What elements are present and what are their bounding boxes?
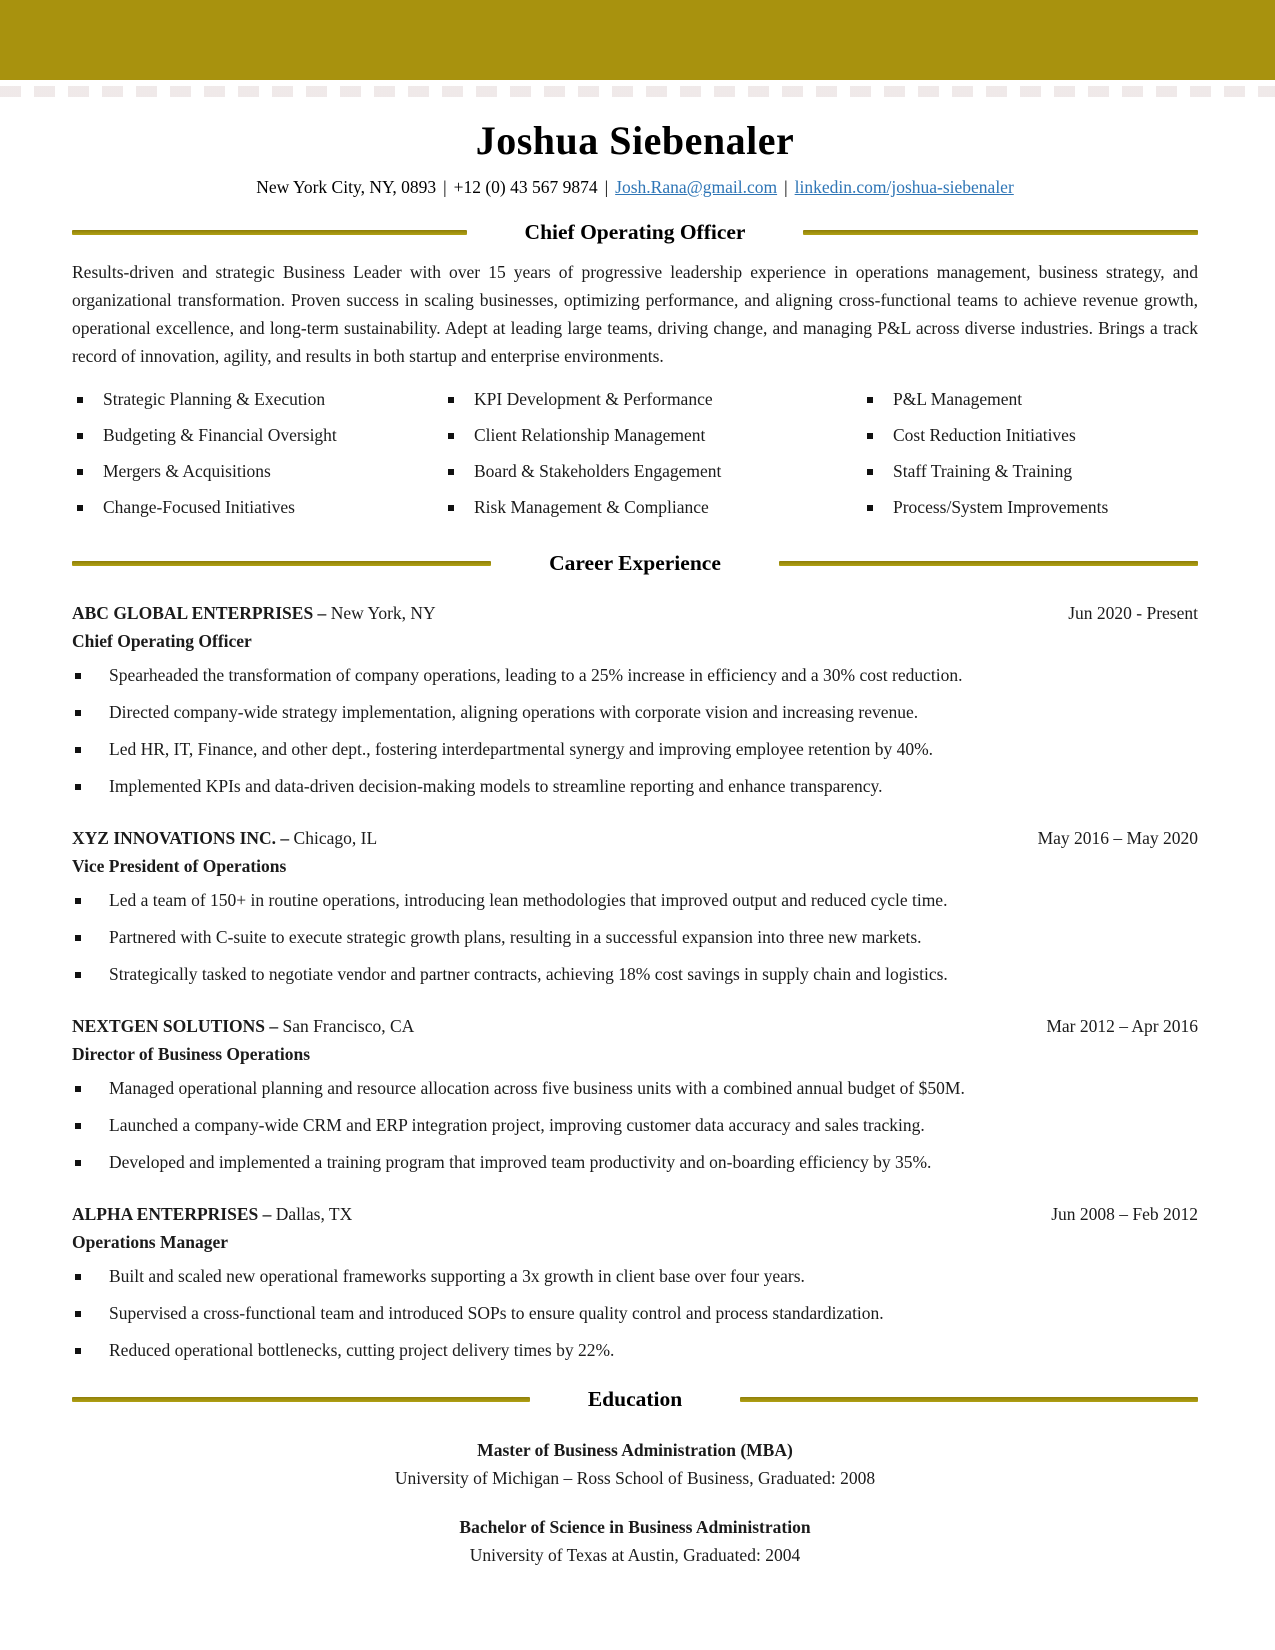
- education-heading: [72, 1387, 1198, 1412]
- company-name: ALPHA ENTERPRISES –: [72, 1204, 272, 1224]
- page-title: Joshua Siebenaler: [475, 118, 795, 163]
- job-bullet-text: Launched a company-wide CRM and ERP integration project, improving customer data accuracy and sales tracking.: [109, 1115, 925, 1135]
- skill-label: KPI Development & Performance: [474, 389, 713, 409]
- professional-title: Chief Operating Officer: [524, 220, 746, 244]
- job-bullet-text: Developed and implemented a training program that improved team productivity and on-boarding efficiency by 35%.: [109, 1152, 932, 1172]
- decorative-dash-strip: [0, 86, 1275, 97]
- skill-label: Budgeting & Financial Oversight: [103, 425, 337, 445]
- company-name: NEXTGEN SOLUTIONS –: [72, 1016, 279, 1036]
- skill-label: Process/System Improvements: [893, 497, 1109, 517]
- job-bullet: [72, 923, 1198, 952]
- degree-name: Master of Business Administration (MBA): [477, 1440, 793, 1460]
- contact-separator: |: [784, 177, 788, 197]
- bullet-square-icon: [75, 1123, 81, 1129]
- resume-content: [0, 117, 1275, 1566]
- career-experience-heading: [72, 551, 1198, 576]
- job-bullet-text: Led a team of 150+ in routine operations, introducing lean methodologies that improved output and reduced cycle time.: [109, 890, 948, 910]
- job-bullet: [72, 1074, 1198, 1103]
- job-bullet: [72, 960, 1198, 989]
- job-bullet: [72, 1262, 1198, 1291]
- skill-item: [72, 421, 443, 450]
- skill-item: [72, 457, 443, 486]
- job-bullet-list: [72, 661, 1198, 801]
- bullet-square-icon: [77, 397, 83, 403]
- job-entry: [72, 828, 1198, 989]
- bullet-square-icon: [867, 469, 873, 475]
- bullet-square-icon: [75, 898, 81, 904]
- skill-label: Strategic Planning & Execution: [103, 389, 326, 409]
- skill-item: [443, 385, 862, 414]
- bullet-square-icon: [75, 1348, 81, 1354]
- job-title: Operations Manager: [72, 1232, 229, 1252]
- bullet-square-icon: [75, 710, 81, 716]
- bullet-square-icon: [448, 505, 454, 511]
- contact-separator: |: [604, 177, 609, 197]
- job-entry: [72, 1204, 1198, 1365]
- bullet-square-icon: [75, 1160, 81, 1166]
- bullet-square-icon: [75, 935, 81, 941]
- job-bullet: [72, 735, 1198, 764]
- summary-paragraph: Results-driven and strategic Business Leader with over 15 years of progressive leadership experience in operations management, business strategy, and organizational transformation. Proven success in scaling businesses, optimizing performance, and aligning cross-functional teams to achieve revenue growth, operational excellence, and long-term sustainability. Adept at leading large teams, driving change, and managing P&L across diverse industries. Brings a track record of innovation, agility, and results in both startup and enterprise environments.: [72, 262, 1198, 366]
- job-bullet: [72, 886, 1198, 915]
- bullet-square-icon: [77, 505, 83, 511]
- company-location: San Francisco, CA: [282, 1016, 415, 1036]
- bullet-square-icon: [75, 1086, 81, 1092]
- job-title: Chief Operating Officer: [72, 631, 252, 651]
- heading-rule-left: [72, 1397, 530, 1402]
- job-bullet: [72, 661, 1198, 690]
- heading-rule-right: [803, 230, 1198, 235]
- job-bullet: [72, 698, 1198, 727]
- skill-item: [72, 493, 443, 522]
- job-bullet-text: Spearheaded the transformation of company operations, leading to a 25% increase in efficiency and a 30% cost reduction.: [109, 665, 963, 685]
- job-header: [72, 1204, 1198, 1225]
- professional-title-heading: [72, 220, 1198, 245]
- bullet-square-icon: [75, 673, 81, 679]
- email-link[interactable]: Josh.Rana@gmail.com: [615, 177, 778, 197]
- bullet-square-icon: [77, 469, 83, 475]
- education-entry: [72, 1517, 1198, 1566]
- job-bullet: [72, 1111, 1198, 1140]
- skill-label: Mergers & Acquisitions: [103, 461, 271, 481]
- skill-label: Change-Focused Initiatives: [103, 497, 295, 517]
- bullet-square-icon: [448, 469, 454, 475]
- heading-rule-left: [72, 561, 491, 566]
- bullet-square-icon: [75, 784, 81, 790]
- skills-column-2: [443, 385, 862, 529]
- bullet-square-icon: [448, 433, 454, 439]
- company-name: ABC GLOBAL ENTERPRISES –: [72, 603, 327, 623]
- bullet-square-icon: [75, 1311, 81, 1317]
- skill-label: Risk Management & Compliance: [474, 497, 709, 517]
- job-bullet-text: Partnered with C-suite to execute strategic growth plans, resulting in a successful expansion into three new markets.: [109, 927, 922, 947]
- job-dates: Jun 2020 - Present: [1068, 603, 1198, 623]
- skill-item: [72, 385, 443, 414]
- job-title: Director of Business Operations: [72, 1044, 311, 1064]
- bullet-square-icon: [867, 505, 873, 511]
- contact-location: New York City, NY, 0893: [256, 177, 437, 197]
- job-company-line: [72, 828, 377, 849]
- skill-item: [862, 421, 1198, 450]
- degree-name: Bachelor of Science in Business Administration: [459, 1517, 811, 1537]
- skill-item: [443, 493, 862, 522]
- school-line: University of Texas at Austin, Graduated: 2004: [469, 1545, 801, 1565]
- job-company-line: [72, 1016, 414, 1037]
- job-dates: Jun 2008 – Feb 2012: [1051, 1204, 1198, 1224]
- bullet-square-icon: [448, 397, 454, 403]
- heading-rule-right: [740, 1397, 1198, 1402]
- skill-label: Client Relationship Management: [474, 425, 706, 445]
- company-location: Dallas, TX: [275, 1204, 353, 1224]
- skill-label: Staff Training & Training: [893, 461, 1073, 481]
- skill-label: Cost Reduction Initiatives: [893, 425, 1076, 445]
- job-bullet-text: Managed operational planning and resource allocation across five business units with a combined annual budget of $50M.: [109, 1078, 965, 1098]
- skill-item: [862, 457, 1198, 486]
- company-location: New York, NY: [330, 603, 436, 623]
- job-title: Vice President of Operations: [72, 856, 287, 876]
- job-bullet-text: Implemented KPIs and data-driven decision-making models to streamline reporting and enhance transparency.: [109, 776, 883, 796]
- skill-item: [443, 457, 862, 486]
- job-dates: May 2016 – May 2020: [1037, 828, 1198, 848]
- contact-separator: |: [443, 177, 447, 197]
- job-bullet: [72, 1148, 1198, 1177]
- education-entry: [72, 1440, 1198, 1489]
- skill-label: P&L Management: [893, 389, 1023, 409]
- contact-line: [72, 177, 1198, 198]
- job-company-line: [72, 603, 436, 624]
- job-bullet-text: Reduced operational bottlenecks, cutting project delivery times by 22%.: [109, 1340, 615, 1360]
- job-header: [72, 603, 1198, 624]
- job-bullet: [72, 1336, 1198, 1365]
- job-bullet-list: [72, 1262, 1198, 1365]
- job-header: [72, 828, 1198, 849]
- job-bullet: [72, 772, 1198, 801]
- contact-phone: +12 (0) 43 567 9874: [453, 177, 598, 197]
- job-bullet: [72, 1299, 1198, 1328]
- job-dates: Mar 2012 – Apr 2016: [1046, 1016, 1198, 1036]
- linkedin-link[interactable]: linkedin.com/joshua-siebenaler: [794, 177, 1014, 197]
- company-name: XYZ INNOVATIONS INC. –: [72, 828, 290, 848]
- section-title-career-experience: Career Experience: [549, 551, 721, 575]
- job-bullet-list: [72, 886, 1198, 989]
- job-bullet-text: Built and scaled new operational frameworks supporting a 3x growth in client base over four years.: [109, 1266, 805, 1286]
- job-bullet-text: Led HR, IT, Finance, and other dept., fostering interdepartmental synergy and improving employee retention by 40%.: [109, 739, 934, 759]
- skill-item: [443, 421, 862, 450]
- job-bullet-text: Strategically tasked to negotiate vendor and partner contracts, achieving 18% cost savings in supply chain and logistics.: [109, 964, 948, 984]
- skills-column-3: [862, 385, 1198, 529]
- bullet-square-icon: [867, 397, 873, 403]
- job-entry: [72, 603, 1198, 801]
- skill-item: [862, 493, 1198, 522]
- bullet-square-icon: [75, 1274, 81, 1280]
- job-header: [72, 1016, 1198, 1037]
- skill-label: Board & Stakeholders Engagement: [474, 461, 722, 481]
- section-title-education: Education: [587, 1387, 683, 1411]
- bullet-square-icon: [75, 747, 81, 753]
- job-company-line: [72, 1204, 352, 1225]
- company-location: Chicago, IL: [293, 828, 378, 848]
- bullet-square-icon: [77, 433, 83, 439]
- heading-rule-left: [72, 230, 467, 235]
- job-bullet-text: Supervised a cross-functional team and introduced SOPs to ensure quality control and process standardization.: [109, 1303, 884, 1323]
- job-entry: [72, 1016, 1198, 1177]
- skills-grid: [72, 385, 1198, 529]
- heading-rule-right: [779, 561, 1198, 566]
- job-bullet-text: Directed company-wide strategy implementation, aligning operations with corporate vision and increasing revenue.: [109, 702, 919, 722]
- bullet-square-icon: [867, 433, 873, 439]
- job-bullet-list: [72, 1074, 1198, 1177]
- skills-column-1: [72, 385, 443, 529]
- top-accent-band: [0, 0, 1275, 80]
- skill-item: [862, 385, 1198, 414]
- bullet-square-icon: [75, 972, 81, 978]
- school-line: University of Michigan – Ross School of Business, Graduated: 2008: [394, 1468, 876, 1488]
